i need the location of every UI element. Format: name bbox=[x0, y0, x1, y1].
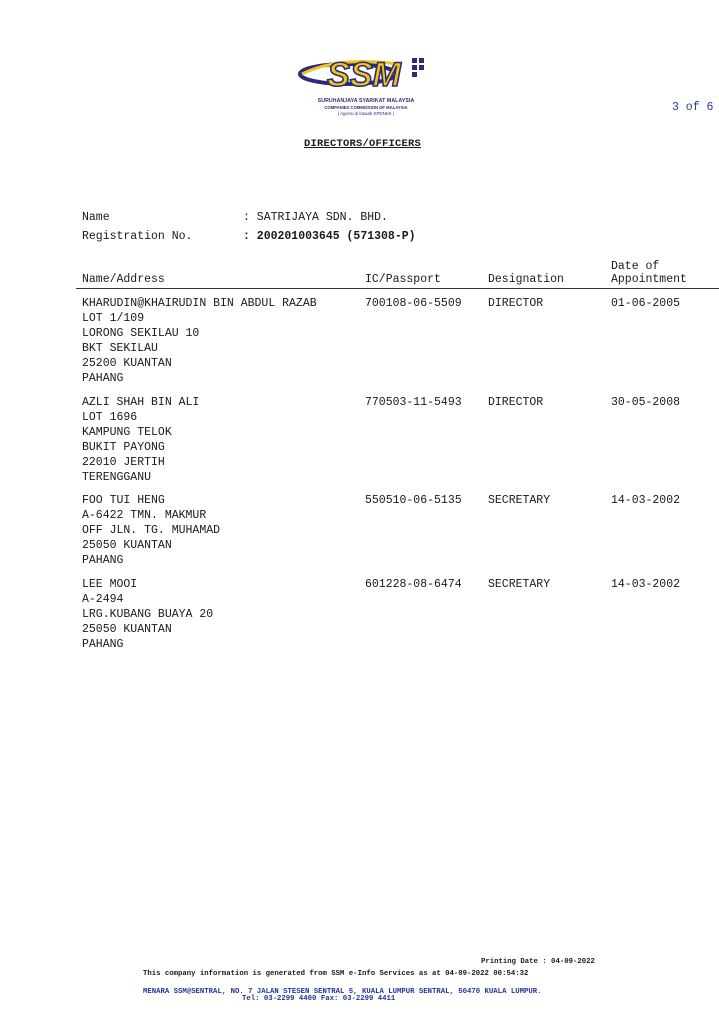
header-rule bbox=[76, 288, 719, 289]
officer-name-address bbox=[82, 577, 213, 652]
footer-contact: Tel: 03-2299 4400 Fax: 03-2299 4411 bbox=[242, 995, 396, 1003]
address-line: 25200 KUANTAN bbox=[82, 357, 172, 370]
officer-appointment-date: 14-03-2002 bbox=[611, 578, 681, 591]
generated-note: This company information is generated from SSM e-Info Services as at 04-09-2022 00:54:32 bbox=[143, 970, 529, 978]
address-line: PAHANG bbox=[82, 638, 124, 651]
officer-designation: SECRETARY bbox=[488, 494, 551, 507]
column-header-date-of: Date of bbox=[611, 260, 660, 273]
officer-name: KHARUDIN@KHAIRUDIN BIN ABDUL RAZAB bbox=[82, 297, 317, 310]
logo-line-1: SURUHANJAYA SYARIKAT MALAYSIA bbox=[317, 98, 415, 104]
logo-mark-text: SSM bbox=[327, 56, 401, 94]
officer-ic: 770503-11-5493 bbox=[365, 396, 462, 409]
officer-name-address bbox=[82, 395, 199, 485]
address-line: TERENGGANU bbox=[82, 471, 152, 484]
ssm-logo bbox=[298, 50, 434, 122]
registration-label: Registration No. bbox=[82, 230, 193, 243]
officer-appointment-date: 01-06-2005 bbox=[611, 297, 681, 310]
officer-ic: 550510-06-5135 bbox=[365, 494, 462, 507]
officer-name: AZLI SHAH BIN ALI bbox=[82, 396, 200, 409]
printing-date: Printing Date : 04-09-2022 bbox=[481, 958, 595, 966]
address-line: A-2494 bbox=[82, 593, 124, 606]
officer-designation: DIRECTOR bbox=[488, 396, 544, 409]
column-header-name-address: Name/Address bbox=[82, 273, 165, 286]
address-line: 22010 JERTIH bbox=[82, 456, 165, 469]
column-header-designation: Designation bbox=[488, 273, 564, 286]
address-line: BUKIT PAYONG bbox=[82, 441, 165, 454]
logo-line-2: COMPANIES COMMISSION OF MALAYSIA bbox=[324, 105, 408, 110]
column-header-ic-passport: IC/Passport bbox=[365, 273, 441, 286]
officer-ic: 700108-06-5509 bbox=[365, 297, 462, 310]
column-header-appointment: Appointment bbox=[611, 273, 687, 286]
page-number: 3 of 6 bbox=[672, 101, 714, 114]
address-line: PAHANG bbox=[82, 372, 124, 385]
company-name-label: Name bbox=[82, 211, 110, 224]
address-line: 25050 KUANTAN bbox=[82, 623, 172, 636]
officer-name-address bbox=[82, 296, 317, 386]
address-line: LRG.KUBANG BUAYA 20 bbox=[82, 608, 214, 621]
officer-designation: DIRECTOR bbox=[488, 297, 544, 310]
address-line: PAHANG bbox=[82, 554, 124, 567]
section-title: DIRECTORS/OFFICERS bbox=[304, 138, 422, 150]
footer-address: MENARA SSM@SENTRAL, NO. 7 JALAN STESEN SENTRAL 5, KUALA LUMPUR SENTRAL, 50470 KUALA LUMPUR. bbox=[143, 988, 542, 996]
officer-appointment-date: 14-03-2002 bbox=[611, 494, 681, 507]
address-line: BKT SEKILAU bbox=[82, 342, 158, 355]
address-line: LORONG SEKILAU 10 bbox=[82, 327, 200, 340]
logo-line-3: ( Agensi di bawah KPDNKK ) bbox=[337, 111, 395, 116]
address-line: A-6422 TMN. MAKMUR bbox=[82, 509, 207, 522]
officer-name: FOO TUI HENG bbox=[82, 494, 165, 507]
ssm-logo-mark-icon bbox=[298, 50, 434, 96]
officer-designation: SECRETARY bbox=[488, 578, 551, 591]
officer-name-address bbox=[82, 493, 220, 568]
address-line: 25050 KUANTAN bbox=[82, 539, 172, 552]
address-line: LOT 1/109 bbox=[82, 312, 145, 325]
officer-name: LEE MOOI bbox=[82, 578, 138, 591]
registration-value: : 200201003645 (571308-P) bbox=[243, 230, 416, 243]
address-line: KAMPUNG TELOK bbox=[82, 426, 172, 439]
officer-appointment-date: 30-05-2008 bbox=[611, 396, 681, 409]
address-line: LOT 1696 bbox=[82, 411, 138, 424]
address-line: OFF JLN. TG. MUHAMAD bbox=[82, 524, 221, 537]
company-name-value: : SATRIJAYA SDN. BHD. bbox=[243, 211, 388, 224]
officer-ic: 601228-08-6474 bbox=[365, 578, 462, 591]
